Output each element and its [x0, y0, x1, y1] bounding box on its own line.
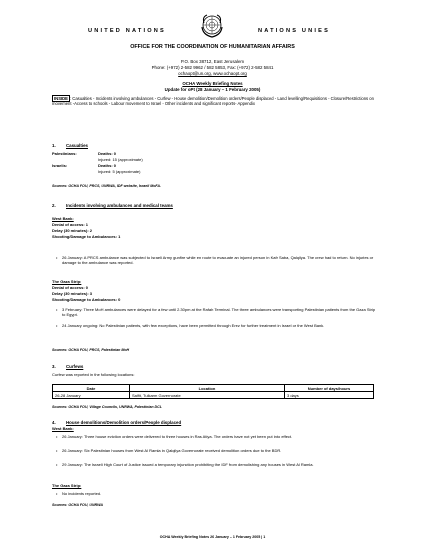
section-number: 4.: [52, 420, 56, 425]
inside-topics: : Casualties - Incidents involving ambulances - Curfew - House demolition/Demolition orders/People displaced - Land levelling/Requisitions - Closure/Restrictions on movement -Access to schools - Labour movement to Israel - Other incidents and significant reports- Appendix: [52, 96, 374, 107]
report-subtitle: Update for oPt (28 January – 1 February 2005): [164, 87, 261, 92]
table-cell: 26-28 January: [53, 392, 130, 399]
curfew-intro: Curfew was reported in the following locations:: [52, 372, 135, 377]
address-line: P.O. Box 38712, East Jerusalem: [180, 59, 245, 64]
pal-deaths: Deaths: 0: [98, 151, 117, 156]
list-item: [56, 434, 377, 439]
office-name: OFFICE FOR THE COORDINATION OF HUMANITARIAN AFFAIRS: [130, 44, 295, 50]
section-title: Incidents involving ambulances and medical teams: [66, 203, 173, 208]
section-heading: [52, 203, 173, 208]
inside-label: INSIDE: [54, 96, 68, 101]
bullet-icon: •: [56, 462, 58, 467]
gaza-shooting: Shooting/Damage to Ambulances: 0: [52, 297, 121, 302]
bullet-icon: •: [56, 255, 58, 260]
inside-summary: [52, 96, 374, 107]
section-heading: [52, 364, 83, 369]
column-header: Date: [53, 385, 130, 392]
column-header: Number of days/hours: [285, 385, 374, 392]
wb-denial: Denial of access: 1: [52, 222, 89, 227]
pal-injured: Injured: 15 (approximate): [98, 157, 143, 162]
list-item-text: 29 January: The Israeli High Court of Justice issued a temporary injunction prohibiting the IDF from demolishing any houses in West Al Ramla.: [62, 462, 314, 467]
section-title: Curfews: [66, 364, 84, 369]
gaza-denial: Denial of access: 0: [52, 285, 89, 290]
contact-line: [0, 71, 425, 76]
curfew-table: [52, 384, 374, 399]
section-number: 1.: [52, 143, 56, 148]
section-title: Casualties: [66, 143, 88, 148]
section-heading: [52, 420, 181, 425]
un-emblem-icon: [199, 13, 225, 39]
source-note: Sources: OCHA FOU, UNRWA: [52, 503, 103, 507]
subheading-gaza: The Gaza Strip:: [52, 279, 82, 284]
gaza-delay: Delay (30 minutes): 3: [52, 291, 93, 296]
wb-shooting: Shooting/Damage to Ambulances: 1: [52, 234, 121, 239]
section-heading: [52, 143, 88, 148]
table-header-row: [53, 385, 374, 392]
page-footer: OCHA Weekly Briefing Notes 26 January – 1 February 2005 | 1: [159, 535, 266, 539]
list-item-text: 26 January: Six Palestinian houses from West Al Ramla in Qalqilya Governorate received demolition orders due to the BDR.: [62, 448, 282, 453]
bullet-icon: •: [56, 307, 58, 312]
israelis-label: Israelis:: [52, 163, 68, 168]
list-item-text: 3 February: Three MoH ambulances were delayed for a few until 2.30pm at the Rafah Terminal. The three ambulances were transporting Palestinian patients from the Gaza Strip to Egypt.: [62, 307, 376, 318]
list-item: [56, 307, 377, 318]
list-item: [56, 462, 377, 467]
isr-injured: Injured: 5 (approximate): [98, 169, 141, 174]
column-header: Location: [130, 385, 285, 392]
source-note: Sources: OCHA FOU, PRCS, UNRWA, IDF website, Israeli MoFA.: [52, 184, 162, 188]
section-number: 2.: [52, 203, 56, 208]
isr-deaths: Deaths: 0: [98, 163, 117, 168]
contact-links[interactable]: ochaopt@un.org, www.ochaopt.org: [178, 71, 247, 76]
palestinians-label: Palestinians:: [52, 151, 77, 156]
table-cell: Salfit, Tulkarm Governorate: [130, 392, 285, 399]
org-name-english: UNITED NATIONS: [88, 28, 166, 34]
table-cell: 3 days: [285, 392, 374, 399]
bullet-icon: •: [56, 323, 58, 328]
list-item: [56, 323, 377, 328]
section-number: 3.: [52, 364, 56, 369]
source-note: Sources: OCHA FOU, Village Councils, UNRWA, Palestinian DCL: [52, 405, 162, 409]
section-title: House demolitions/Demolition orders/People displaced: [66, 420, 182, 425]
wb-delay: Delay (30 minutes): 2: [52, 228, 93, 233]
list-item-text: 26 January: Three house eviction orders were delivered to three houses in Ras Atiya. The orders have not yet been put into effect.: [62, 434, 293, 439]
org-name-french: NATIONS UNIES: [258, 28, 331, 34]
list-item-text: 24 January ongoing: No Palestinian patients, with few exceptions, have been permitted through Erez for further treatment in Israel or the West Bank.: [62, 323, 325, 328]
list-item-text: No incidents reported.: [62, 491, 102, 496]
bullet-icon: •: [56, 434, 58, 439]
list-item: [56, 448, 377, 453]
bullet-icon: •: [56, 448, 58, 453]
phone-line: Phone: (+972) 2-582 9962 / 582 5853, Fax: (+972) 2-582 5841: [151, 65, 274, 70]
subheading-west-bank: West Bank:: [52, 216, 74, 221]
subheading-west-bank: West Bank:: [52, 426, 74, 431]
report-title: OCHA Weekly Briefing Notes: [182, 81, 243, 86]
bullet-icon: •: [56, 491, 58, 496]
subheading-gaza: The Gaza Strip:: [52, 483, 82, 488]
list-item: [56, 491, 377, 496]
source-note: Sources: OCHA FOU, PRCS, Palestinian MoH: [52, 348, 130, 352]
list-item: [56, 255, 377, 266]
table-row: [53, 392, 374, 399]
list-item-text: 26 January: A PRCS ambulance was subjected to Israeli Army gunfire while en route to evacuate an injured person in Kafr Saba, Qalqilya. The crew had to return. No injuries or damage to the ambulance was reported.: [62, 255, 374, 266]
